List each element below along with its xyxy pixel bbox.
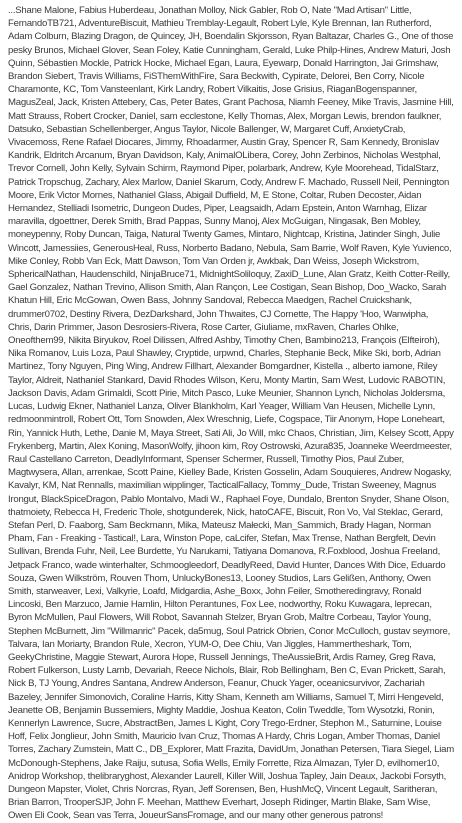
patron-names-paragraph: ...Shane Malone, Fabius Huberdeau, Jonathan Molloy, Nick Gabler, Rob O, Nate "Mad Artisan" Little, FernandoTB721, AdventureBiscuit, Mathieu Tremblay-Legault, Robert Lyle, Kyle Brennan, Ian Rutherford, Adam Colburn, Blazing Dragon, de Quincey, JH, Boendalin Skjorsson, Ryan Baltazar, Charles G., One of those pesky Brunos, Michael Glover, Sean Foley, Katie Cunningham, Gerald, Luke Philp-Hines, Andrew Maturi, Josh Quinn, Sébastien Mockle, Patrick Hocke, Michael Egan, Laura, Eyewarp, Donald Harrington, Jai Grimshaw, Brandon Siebert, Travis Williams, FiSThemWithFire, Sara Beckwith, Cypirate, Delorei, Ben Corry, Nicole Charamonte, KC, Tom Vansteenlant, Kirk Landry, Robert Vilkaitis, Jose Grisius, RiaganBogenspanner, MagusZeal, Jack, Kristen Attebery, Cas, Peter Bates, Grant Pachosa, Niamh Feeney, Mike Travis, Jasmine Hill, Matt Strauss, Robert Crocker, Daniel, sam ecclestone, Kelly Thomas, Alex, Morgan Lewis, brendon faulkner, Datsuko, Sebastian Schellenberger, Angus Taylor, Nicole Ballenger, W, Margaret Cuff, AnxietyCrab, Vivacemoss, Rene Rafael Diocares, Jimmy, Rhoadarmer, Austin Gray, Spencer R, Sam Kennedy, Bronislav Kandrik, Eldritch Arcanum, Bryan Davidson, Kaly, AnimalOLibera, Corey, John Zerbinos, Nicholas Westphal, Trevor Cornell, John Kelly, Sylvain Schirm, Raymond Piper, polarbark, Andrew, Kyle Moorehead, TidalStarz, Patrick Tropschug, Zachary, Alex Marlow, Daniel Skarum, Cody, Andrew F. Machado, Russell Neil, Pennington Moore, Erik Victor Mornes, Nathaniel Glass, Abigail Duffield, M, E Stone, Coltar, Ruben Decoster, Aidan Hernandez, Stelliadi Isometric, Dungeon Dudes, Piper, Leagsaidh, Adam Epstein, Anton Warnhag, Elizar maravilla, dgoettner, Derek Smith, Brad Pappas, Sunny Manoj, Alex McGuigan, Ningasak, Ben Mobley, moneypenny, Roby Duncan, Taiga, Natural Twenty Games, Mintaro, Nightcap, Kristina, Jatinder Singh, Julie Wincott, Jamessiies, GenerousHeal, Russ, Norberto Badano, Nebula, Sam Barrie, Wolf Raven, Kyle Yuvienco, Mike Conley, Robb Van Eck, Matt Dawson, Tom Van Orden jr, Awkbak, Dan Weiss, Joseph Wickstrom, SphericalNathan, Haudenschild, NinjaBruce71, MidnightSoliloquy, ZaxiD_Lune, Alan Gratz, Keith Cotter-Reilly, Gael Gonzalez, Nathan Trevino, Allison Smith, Alan Rançon, Lee Costigan, Sean Bishop, Doo_Wacko, Sarah Khatun Hill, Eric McGowan, Owen Bass, Johnny Sandoval, Rebecca Maedgen, Rachel Cruickshank, drummer0702, Destiny Rivera, DezDarkshard, John Thwaites, CJ Cornette, The Happy 'Hoo, Wanwipha, Chris, Darin Primmer, Jason Desrosiers-Rivera, Rose Carter, Giuliame, mxRaven, Charles Ohlke, Oneofthem99, Nikita Biryukov, Roel Dilissen, Alfred Ashby, Timothy Chen, Bambino213, François (Elfteiroh), Nika Romanov, Luis Loza, Paul Shawley, Cryptide, urpwnd, Charles, Stephanie Beck, Mike Ski, borb, Adrian Martinez, Tony Nguyen, Ping Wing, Andrew Fillhart, Alexander Bomgardner, Kistella ., alberto iamone, Riley Taylor, Aldreit, Nathaniel Stankard, David Rhodes Wilson, Keru, Monty Martin, Sam West, Ludovic RABOTIN, Jackson Davis, Adam Grimaldi, Scott Pirie, Mitch Pasco, Luke Meunier, Shannon Lynch, Nicholas Joldersma, Lucas, Ludwig Ekner, Nathaniel Lanza, Oliver Blankholm, Karl Yeager, William Van Heusen, Michelle Lynn, redmoonmintroll, Robert Ott, Tom Snowden, Alex Wreschnig, Liefe, Cogspace, Tiir Anonym, Hope Loneheart, Rin, Yannick Huth, Lethe, Danie M, Maya Street, Sati Ali, Jo Will, mkc Chaos, Christian, Jim, Kelsey Scott, Appy Frykenberg, Martin, Alex Koning, MasonWolfy, jihoon kim, Roy Ostrowski, Azura835, Joanneke Weerdmeester, Raul Castellano Carreton, DeadlyInformant, Spenser Schermer, Russell, Timothy Pios, Paul Zuber, Magtwysera, Allan, arrenkae, Scott Paine, Kielley Bade, Kristen Gosselin, Adam Souquieres, Andrew Nogasky, Kavalyr, KM, Nat Rennalls, maximilian wipplinger, TacticalFallacy, Tommy_Dude, Tristan Sweeney, Magnus Irongut, BlackSpiceDragon, Pablo Montalvo, Madi W., Raphael Foye, Dundalo, Brenton Snyder, Shane Olson, thatmoiety, Rebecca H, Frederic Thole, shotgunderek, Nick, hatoCAFE, Biscuit, Ron Vo, Val Steklac, Gerard, Stefan Perl, D. Faaborg, Sam Beckmann, Mika, Mateusz Małecki, Man_Sammich, Brady Hagan, Norman Pham, Fan - Freaking - Tastical!, Lara, Winston Pope, caLcifer, Stefan, Max Trense, Nathan Bergfelt, Devin Sullivan, Brenda Fuhr, Neil, Lee Burdette, Yu Narukami, Tatiyana Domanova, R.Foxblood, Joshua Freeland, Jetpack Franco, wade winterhalter, Schmoogleedorf, DeadlyReed, David Hunter, Dances With Dice, Eduardo Souza, Gwen Wilkström, Rouven Thom, UnluckyBones13, Looney Studios, Lars Gelißen, Anthony, Owen Smith, starweaver, Lexi, Valkyrie, Loafd, Midgardia, Ashe_Boxx, John Feiler, Smotheredingravy, Ronald Lincoski, Ben Marzuco, Jamie Hamlin, Hilton Perantunes, Fox Lee, nodworthy, Roku Kuwagara, leprecan, Byron McMullen, Paul Flowers, Will Robot, Savannah Stelzer, Bryan Grob, Maître Corbeau, Taylor Young, Stephen McBurnett, Jim "Willmanric" Pacek, da5mug, Soul Patrick Obrien, Conor McCulloch, gustav seymore, Talvara, Ian Moriarty, Brandon Rule, Xecron, YUM-O, Dee Chiu, Van Jiggles, Hammertheshark, Tom, GeekyChristine, Maggie Stewart, Aurora Hope, Russell Jennings, TheAussieBrit, Ardis Ramey, Greg Rava, Robert Fulkerson, Lusty Lamb, Devariah, Reece Nichols, Blair, Rob Bellingham, Ben C, Evan Prickett, Sarah, Nick B, TJ Young, Andres Santana, Andrew Anderson, Feanur, Chuck Yager, oceanicsurvivor, Zachariah Bazeley, Jennifer Simonovich, Coraline Harris, Kitty Sham, Kenneth am Williams, Samuel T, Mirri Hengeveld, Jeanette OB, Benjamin Bussemiers, Mighty Maddie, Joshua Keaton, Colin Tweddle, Tom Wysotzki, Ronin, Kennerlyn Lawrence, Sucre, AbstractBen, James L Kight, Cory Trego-Erdner, Stephon M., Saturnine, Louise Hoff, Felix Jonglieur, John Smith, Mauricio Ivan Cruz, Thomas A Hardy, Chris Logan, Amber Thomas, Daniel Torres, Zachary Zumstein, Matt C., DB_Explorer, Matt Frazita, DavidUm, Jonathan Petersen, Tiara Siegel, Liam McDonough-Stephens, Jake Raiju, sutusa, Sofia Wells, Emily Forrette, Riza Almazan, Tyler D, evilhomer10, Anidrop Workshop, thelibraryghost, Alexander Laurell, Killer Will, Joshua Tapley, Jain Deaux, Jackobi Forsyth, Dungeon Mapster, Violet, Chris Norcras, Ryan, Jeff Sorensen, Ben, HushMcQ, Vincent Legault, Saritheran, Brian Barron, TrooperSJP, John F. Meehan, Matthew Everhart, Joseph Ridinger, Martin Blake, Sam Wise, Owen Eli Cook, Sean vas Terra, JoueurSansFromage, and our many other generous patrons! xyxy=(8,5,454,822)
